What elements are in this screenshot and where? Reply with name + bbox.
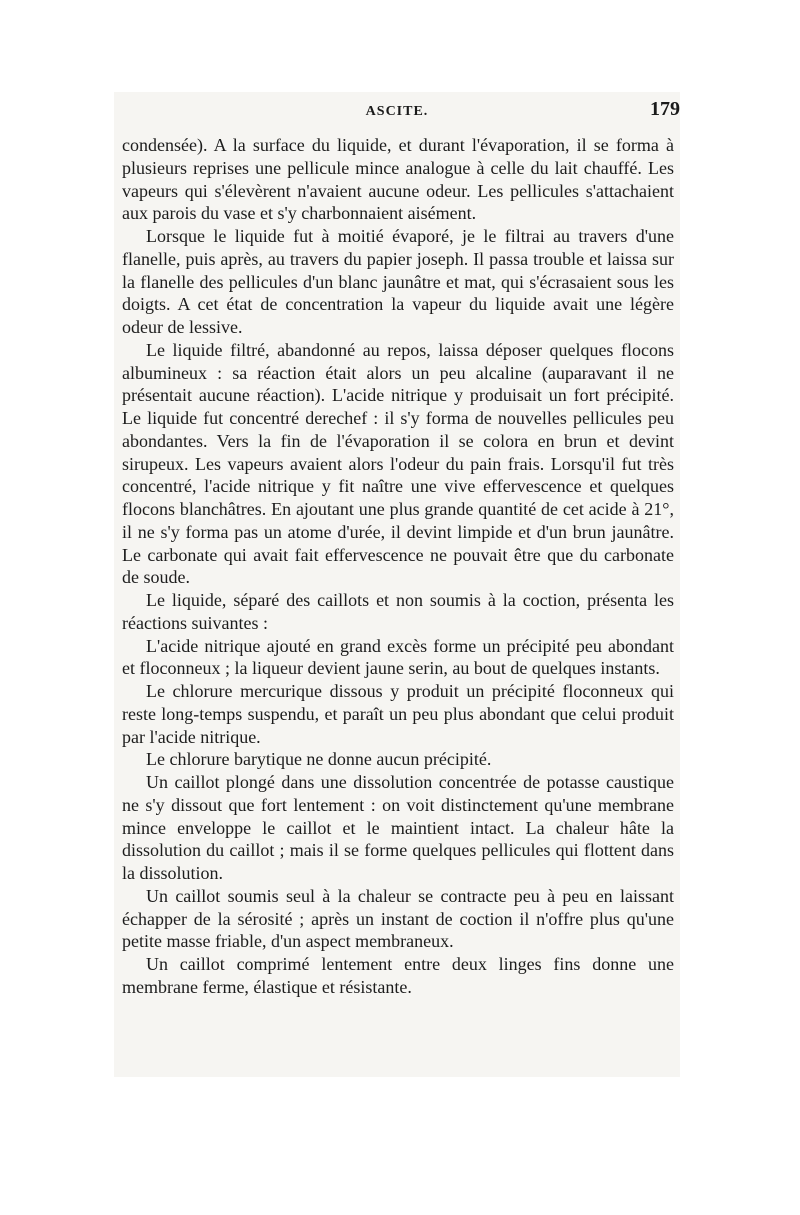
paragraph-continuation: condensée). A la surface du liquide, et durant l'évaporation, il se forma à plusieurs reprises une pellicule mince analogue à celle du lait chauffé. Les vapeurs qui s'élevèrent n'avaient aucune odeur. Les pellicules s'attachaient aux parois du vase et s'y charbonnaient aisément. <box>122 135 674 224</box>
paragraph-nitric-acid: L'acide nitrique ajouté en grand excès forme un précipité peu abondant et floconneux ; la liqueur devient jaune serin, au bout de quelques instants. <box>122 635 674 679</box>
page-number: 179 <box>650 98 680 120</box>
paragraph-filtration: Lorsque le liquide fut à moitié évaporé, je le filtrai au travers d'une flanelle, puis après, au travers du papier joseph. Il passa trouble et laissa sur la flanelle des pellicules d'un blanc jaunâtre et mat, qui s'écrasaient sous les doigts. A cet état de concentration la vapeur du liquide avait une légère odeur de lessive. <box>122 226 674 337</box>
paragraph-reactions-intro: Le liquide, séparé des caillots et non soumis à la coction, présenta les réactions suivantes : <box>122 590 674 633</box>
running-head: ASCITE. <box>365 104 429 119</box>
paragraph-filtered-liquid: Le liquide filtré, abandonné au repos, laissa déposer quelques flocons albumineux : sa réaction était alors un peu alcaline (auparavant il ne présentait aucune réaction). L'acide nitrique y produisait un fort précipité. Le liquide fut concentré derechef : il s'y forma de nouvelles pellicules peu abondantes. Vers la fin de l'évaporation il se colora en brun et devint sirupeux. Les vapeurs avaient alors l'odeur du pain frais. Lorsqu'il fut très concentré, l'acide nitrique y fit naître une vive effervescence et quelques flocons blanchâtres. En ajoutant une plus grande quantité de cet acide à 21°, il ne s'y forma pas un atome d'urée, il devint limpide et d'un brun jaunâtre. Le carbonate qui avait fait effervescence ne pouvait être que du carbonate de soude. <box>122 339 674 588</box>
paragraph-barium-chloride: Le chlorure barytique ne donne aucun précipité. <box>146 749 492 770</box>
paragraph-heated-clot: Un caillot soumis seul à la chaleur se contracte peu à peu en laissant échapper de la sérosité ; après un instant de coction il n'offre plus qu'une petite masse friable, d'un aspect membraneux. <box>122 885 674 952</box>
paragraph-potash-clot: Un caillot plongé dans une dissolution concentrée de potasse caustique ne s'y dissout que fort lentement : on voit distinctement qu'une membrane mince enveloppe le caillot et le maintient intact. La chaleur hâte la dissolution du caillot ; mais il se forme quelques pellicules qui flottent dans la dissolution. <box>122 772 674 883</box>
body-text <box>122 134 674 999</box>
page-header <box>114 98 680 128</box>
paragraph-mercuric-chloride: Le chlorure mercurique dissous y produit un précipité floconneux qui reste long-temps suspendu, et paraît un peu plus abondant que celui produit par l'acide nitrique. <box>122 681 674 747</box>
paragraph-compressed-clot: Un caillot comprimé lentement entre deux linges fins donne une membrane ferme, élastique et résistante. <box>122 954 674 997</box>
